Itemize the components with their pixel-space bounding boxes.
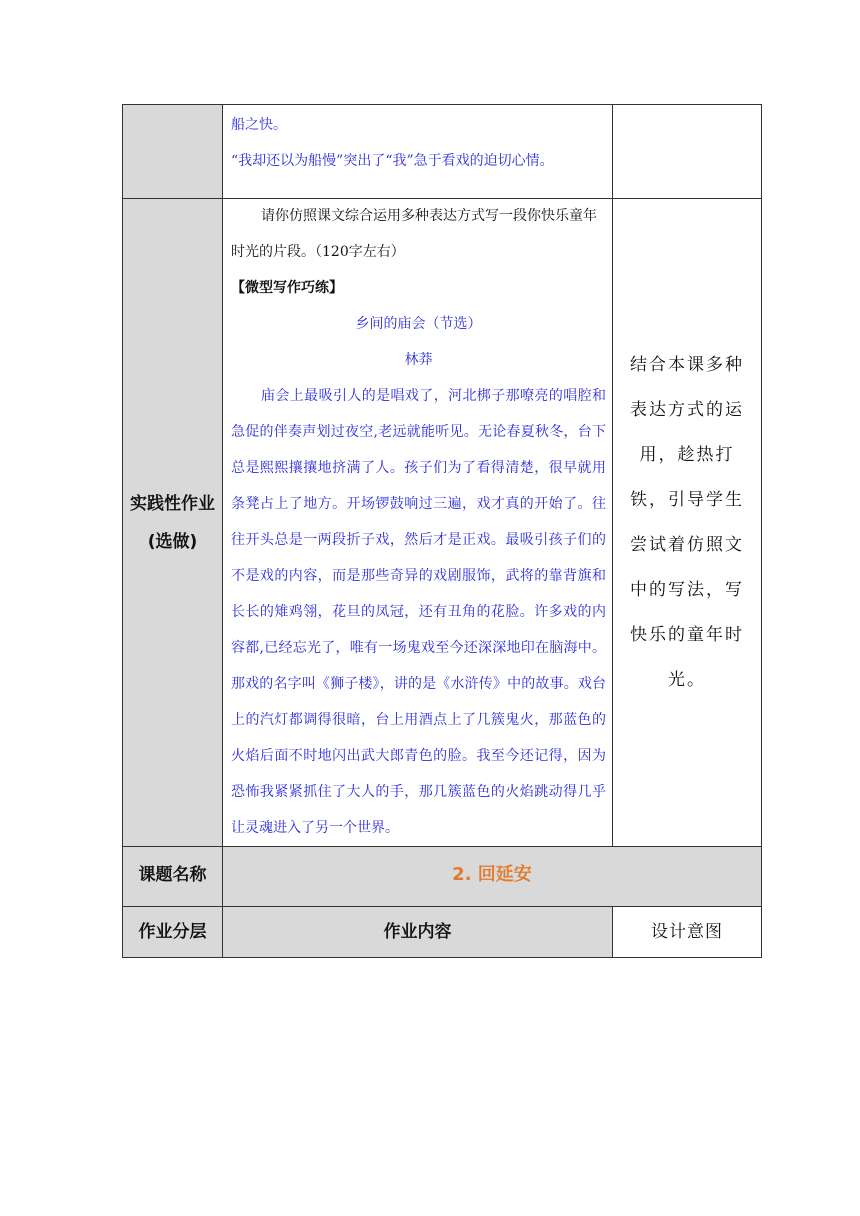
header-tier: 作业分层 [138, 921, 207, 942]
intent-cell-empty [613, 105, 762, 199]
content-cell [223, 105, 613, 199]
lesson-label: 课题名称 [138, 865, 207, 885]
intent-cell [613, 199, 762, 847]
continued-text: 船之快。 [231, 117, 287, 133]
lesson-title-cell [223, 847, 762, 907]
excerpt-author: 林莽 [404, 352, 433, 368]
row-practice [123, 199, 762, 847]
excerpt-body: 庙会上最吸引人的是唱戏了，河北梆子那嘹亮的唱腔和急促的伴奏声划过夜空,老远就能听见。无论春夏秋冬，台下总是熙熙攘攘地挤满了人。孩子们为了看得清楚，很早就用条凳占上了地方。开场锣鼓响过三遍，戏才真的开始了。往往开头总是一两段折子戏，然后才是正戏。最吸引孩子们的不是戏的内容，而是那些奇异的戏剧服饰，武将的靠背旗和长长的雉鸡翎，花旦的凤冠，还有丑角的花脸。许多戏的内容都,已经忘光了，唯有一场鬼戏至今还深深地印在脑海中。那戏的名字叫《狮子楼》，讲的是《水浒传》中的故事。戏台上的汽灯都调得很暗，台上用酒点上了几簇鬼火，那蓝色的火焰后面不时地闪出武大郎青色的脸。我至今还记得，因为恐怖我紧紧抓住了大人的手，那几簇蓝色的火焰跳动得几乎让灵魂进入了另一个世界。 [231, 388, 606, 836]
homework-table [122, 104, 762, 958]
design-intent-text: 结合本课多种表达方式的运用，趁热打铁，引导学生尝试着仿照文中的写法，写快乐的童年时光。 [630, 354, 744, 690]
header-content-cell [223, 907, 613, 958]
header-intent-cell [613, 907, 762, 958]
exercise-heading: 【微型写作巧练】 [231, 280, 343, 296]
category-label: 实践性作业(选做) [130, 493, 215, 552]
header-content: 作业内容 [383, 921, 452, 942]
category-cell-empty [123, 105, 223, 199]
content-cell [223, 199, 613, 847]
row-column-headers [123, 907, 762, 958]
header-tier-cell [123, 907, 223, 958]
lesson-title: 2. 回延安 [452, 863, 532, 885]
lesson-label-cell [123, 847, 223, 907]
task-prompt: 请你仿照课文综合运用多种表达方式写一段你快乐童年时光的片段。（120字左右） [231, 208, 597, 260]
header-intent: 设计意图 [651, 921, 723, 942]
row-continuation [123, 105, 762, 199]
row-lesson-title [123, 847, 762, 907]
analysis-text: “我却还以为船慢”突出了“我”急于看戏的迫切心情。 [231, 153, 554, 169]
category-cell [123, 199, 223, 847]
excerpt-title: 乡间的庙会（节选） [355, 316, 482, 332]
